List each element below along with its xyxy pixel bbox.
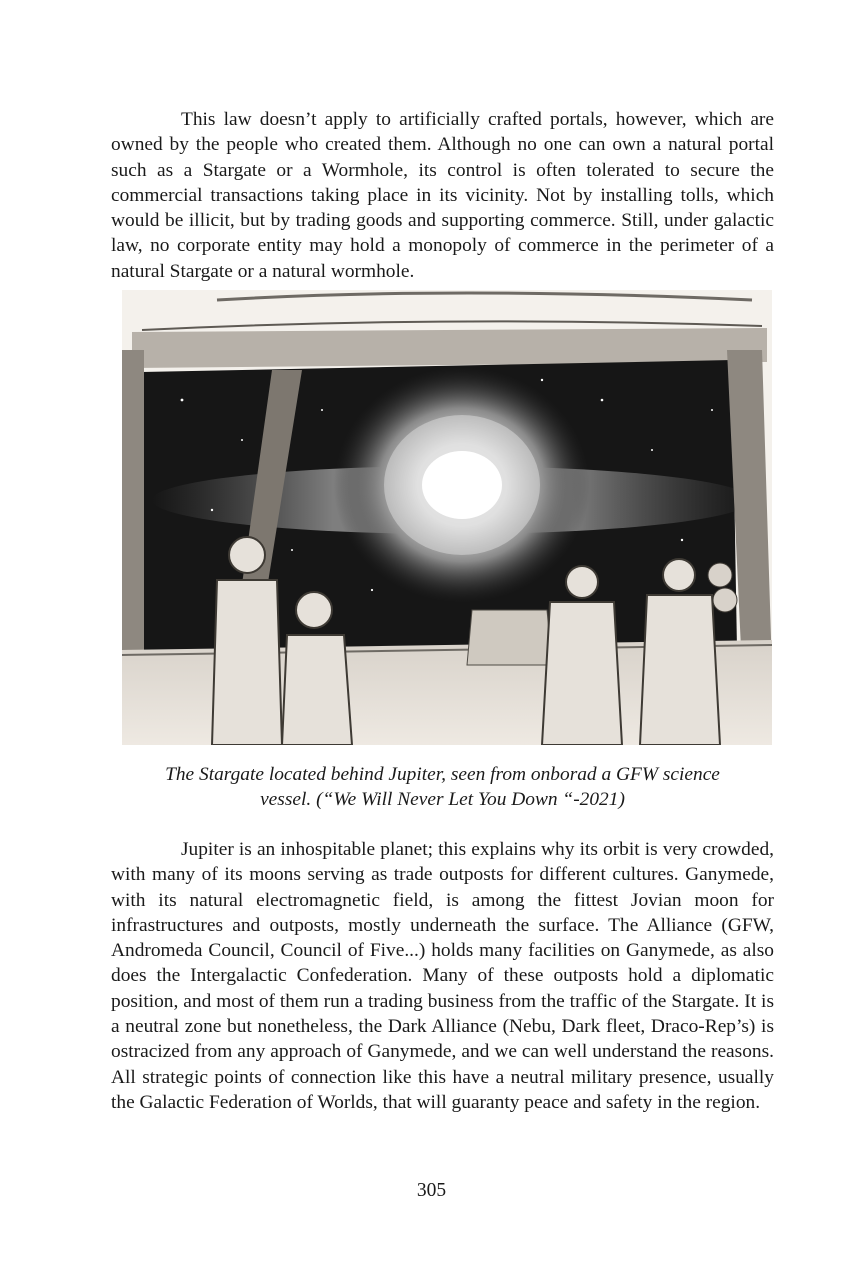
figure-caption — [111, 762, 774, 812]
caption-line-1: The Stargate located behind Jupiter, seen from onborad a GFW science — [165, 764, 720, 785]
caption-line-2: vessel. (“We Will Never Let You Down “-2021) — [260, 789, 625, 810]
paragraph-portals-law: This law doesn’t apply to artificially crafted portals, however, which are owned by the people who created them. Although no one can own a natural portal such as a Stargate or a Wormhole, its control is often tolerated to secure the commercial transactions taking place in its vicinity. Not by installing tolls, which would be illicit, but by trading goods and supporting commerce. Still, under galactic law, no corporate entity may hold a monopoly of commerce in the perimeter of a natural Stargate or a natural wormhole. — [111, 109, 774, 282]
paragraph-jupiter: Jupiter is an inhospitable planet; this explains why its orbit is very crowded, with many of its moons serving as trade outposts for different cultures. Ganymede, with its natural electromagnetic field, is among the fittest Jovian moon for infrastructures and outposts, mostly underneath the surface. The Alliance (GFW, Andromeda Council, Council of Five...) holds many facilities on Ganymede, as also does the Intergalactic Confederation. Many of these outposts hold a diplomatic position, and most of them run a trading business from the traffic of the Stargate. It is a neutral zone but nonetheless, the Dark Alliance (Nebu, Dark fleet, Draco-Rep’s) is ostracized from any approach of Ganymede, and we can well understand the reasons. All strategic points of connection like this have a neutral military presence, usually the Galactic Federation of Worlds, that will guaranty peace and safety in the region. — [111, 839, 774, 1113]
page-number: 305 — [416, 1180, 447, 1201]
stargate-illustration — [122, 290, 772, 745]
